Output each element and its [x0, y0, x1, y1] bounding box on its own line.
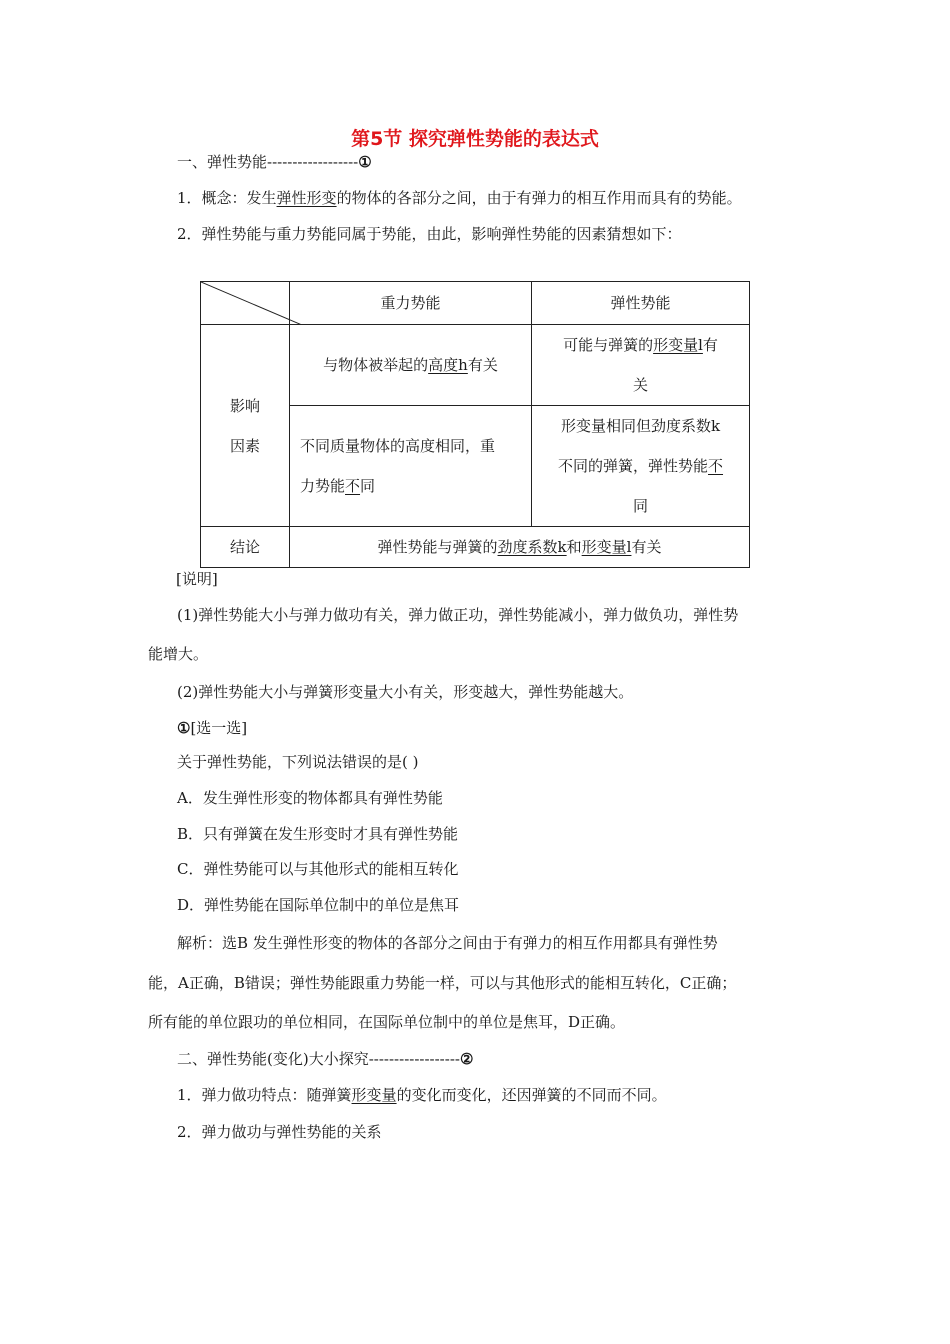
underlined-term: 形变量 — [351, 1086, 397, 1104]
cell-elastic-factor-2 — [532, 406, 750, 527]
option-a: A．发生弹性形变的物体都具有弹性势能 — [177, 789, 443, 807]
text-run: 不同质量物体的高度相同，重 — [300, 437, 496, 455]
text-run: 弹性势能与弹簧的 — [377, 538, 498, 556]
row-label-factors — [201, 325, 290, 527]
text-run: 1．弹力做功特点：随弹簧 — [177, 1086, 352, 1104]
text-run: 有关 — [467, 356, 498, 374]
underlined-term: 弹性形变 — [276, 189, 337, 207]
page-title: 第5节 探究弹性势能的表达式 — [351, 128, 599, 150]
text-run: 力势能 — [300, 477, 346, 495]
section-heading-text: 二、弹性势能(变化)大小探究 — [177, 1050, 369, 1068]
analysis-line-2: 能，A正确，B错误；弹性势能跟重力势能一样，可以与其他形式的能相互转化，C正确； — [148, 974, 737, 992]
option-b: B．只有弹簧在发生形变时才具有弹性势能 — [177, 825, 459, 843]
cell-gravity-factor-2 — [290, 406, 532, 527]
underlined-term: 劲度系数k — [497, 538, 567, 556]
underlined-term: 高度h — [428, 356, 468, 374]
exercise-label — [177, 718, 247, 738]
text-run: 可能与弹簧的 — [563, 336, 654, 354]
text-run: 有关 — [631, 538, 662, 556]
row-label-line: 因素 — [229, 436, 260, 455]
exercise-label-text: [选一选] — [190, 719, 248, 737]
cell-conclusion — [290, 527, 750, 568]
text-run: 有 — [702, 336, 718, 354]
analysis-line-1: 解析：选B 发生弹性形变的物体的各部分之间由于有弹力的相互作用都具有弹性势 — [177, 934, 718, 952]
note-2: (2)弹性势能大小与弹簧形变量大小有关，形变越大，弹性势能越大。 — [177, 683, 634, 701]
option-d: D．弹性势能在国际单位制中的单位是焦耳 — [177, 896, 460, 914]
text-run: 1．概念：发生 — [177, 189, 277, 207]
comparison-table — [200, 281, 750, 568]
underlined-term: 形变量l — [653, 336, 703, 354]
text-run: 的变化而变化，还因弹簧的不同而不同。 — [396, 1086, 667, 1104]
circled-number-marker: ② — [459, 1050, 474, 1068]
diagonal-header-cell — [201, 282, 290, 325]
underlined-term: 不 — [345, 477, 361, 495]
text-run: 形变量相同但劲度系数k — [560, 417, 721, 435]
option-c: C．弹性势能可以与其他形式的能相互转化 — [177, 860, 459, 878]
text-run: 同 — [632, 497, 648, 515]
paragraph-work-feature — [177, 1085, 667, 1105]
question-stem: 关于弹性势能，下列说法错误的是( ) — [177, 753, 419, 771]
underlined-term: 形变量l — [581, 538, 632, 556]
row-label-conclusion: 结论 — [201, 527, 290, 568]
section-heading-1 — [177, 152, 372, 172]
text-run: 不同的弹簧，弹性势能 — [557, 457, 708, 475]
cell-elastic-factor-1 — [532, 325, 750, 406]
dash-leader: ------------------ — [267, 153, 359, 171]
column-header-gravity: 重力势能 — [290, 282, 532, 325]
section-heading-2 — [177, 1049, 473, 1069]
note-1-line-2: 能增大。 — [148, 645, 209, 663]
note-label: [说明] — [176, 570, 218, 588]
row-label-line: 影响 — [229, 396, 260, 415]
cell-gravity-factor-1 — [290, 325, 532, 406]
underlined-term: 不 — [708, 457, 724, 475]
analysis-line-3: 所有能的单位跟功的单位相同，在国际单位制中的单位是焦耳，D正确。 — [148, 1013, 626, 1031]
column-header-elastic: 弹性势能 — [532, 282, 750, 325]
diagonal-line — [201, 282, 302, 325]
circled-number-marker: ① — [177, 719, 191, 737]
circled-number-marker: ① — [358, 153, 372, 171]
text-run: 和 — [566, 538, 582, 556]
text-run: 关 — [632, 376, 648, 394]
section-heading-text: 一、弹性势能 — [177, 153, 268, 171]
text-run: 同 — [360, 477, 376, 495]
paragraph-concept — [177, 188, 742, 208]
text-run: 与物体被举起的 — [323, 356, 429, 374]
paragraph-work-energy-relation: 2．弹力做功与弹性势能的关系 — [177, 1123, 382, 1141]
dash-leader: ------------------ — [368, 1050, 460, 1068]
paragraph-factors: 2．弹性势能与重力势能同属于势能，由此，影响弹性势能的因素猜想如下： — [177, 225, 682, 243]
note-1-line-1: (1)弹性势能大小与弹力做功有关，弹力做正功，弹性势能减小，弹力做负功，弹性势 — [177, 606, 739, 624]
text-run: 的物体的各部分之间，由于有弹力的相互作用而具有的势能。 — [336, 189, 742, 207]
